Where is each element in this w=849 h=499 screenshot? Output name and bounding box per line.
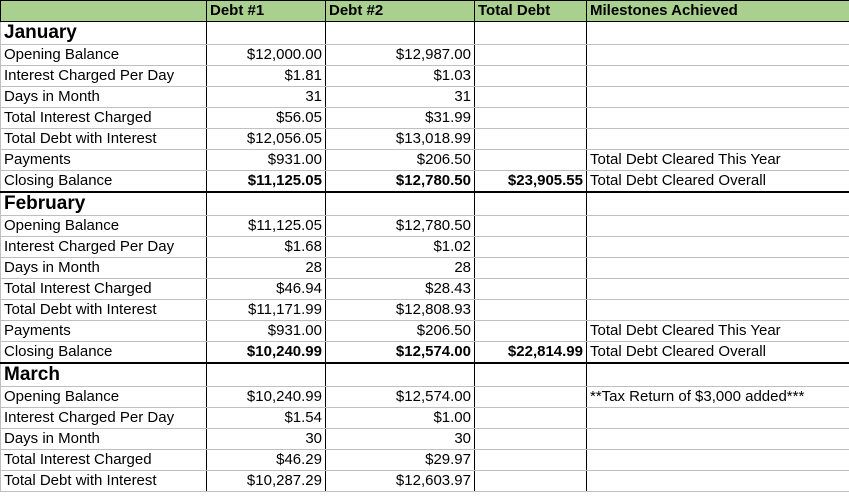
total-debt-cell[interactable]	[475, 279, 587, 300]
milestone-cell[interactable]	[587, 87, 849, 108]
month-name-cell[interactable]: March	[1, 363, 207, 387]
milestone-cell[interactable]	[587, 408, 849, 429]
debt1-cell[interactable]: 31	[207, 87, 326, 108]
row-label-cell[interactable]: Opening Balance	[1, 45, 207, 66]
total-debt-cell[interactable]	[475, 108, 587, 129]
milestone-cell[interactable]: Total Debt Cleared Overall	[587, 171, 849, 193]
cell[interactable]	[207, 363, 326, 387]
debt1-cell[interactable]: $12,000.00	[207, 45, 326, 66]
milestone-cell[interactable]	[587, 108, 849, 129]
milestone-cell[interactable]: Total Debt Cleared This Year	[587, 321, 849, 342]
debt2-cell[interactable]: 30	[326, 429, 475, 450]
cell[interactable]	[475, 363, 587, 387]
debt2-cell[interactable]: $1.02	[326, 237, 475, 258]
total-debt-cell[interactable]	[475, 321, 587, 342]
debt2-cell[interactable]: 31	[326, 87, 475, 108]
cell[interactable]	[587, 363, 849, 387]
debt2-cell[interactable]: $12,574.00	[326, 342, 475, 364]
cell[interactable]	[475, 22, 587, 45]
debt1-cell[interactable]: $11,125.05	[207, 171, 326, 193]
total-debt-cell[interactable]	[475, 45, 587, 66]
debt1-cell[interactable]: $12,056.05	[207, 129, 326, 150]
table-row	[1, 216, 849, 237]
table-row	[1, 429, 849, 450]
month-name-cell[interactable]: February	[1, 192, 207, 216]
debt1-cell[interactable]: $10,240.99	[207, 387, 326, 408]
table-row	[1, 387, 849, 408]
total-debt-cell[interactable]	[475, 471, 587, 492]
total-debt-cell[interactable]	[475, 450, 587, 471]
table-row	[1, 471, 849, 492]
milestone-cell[interactable]	[587, 471, 849, 492]
header-cell-total[interactable]: Total Debt	[475, 1, 587, 22]
total-debt-cell[interactable]	[475, 300, 587, 321]
debt1-cell[interactable]: $931.00	[207, 321, 326, 342]
table-row	[1, 258, 849, 279]
total-debt-cell[interactable]	[475, 129, 587, 150]
total-debt-cell[interactable]: $23,905.55	[475, 171, 587, 193]
debt2-cell[interactable]: 28	[326, 258, 475, 279]
row-label-cell[interactable]: Days in Month	[1, 429, 207, 450]
debt1-cell[interactable]: $46.29	[207, 450, 326, 471]
cell[interactable]	[207, 22, 326, 45]
cell[interactable]	[326, 363, 475, 387]
header-cell-debt1[interactable]: Debt #1	[207, 1, 326, 22]
row-label-cell[interactable]: Payments	[1, 321, 207, 342]
cell[interactable]	[207, 192, 326, 216]
header-cell-label[interactable]	[1, 1, 207, 22]
header-cell-milestones[interactable]: Milestones Achieved	[587, 1, 849, 22]
row-label-cell[interactable]: Total Interest Charged	[1, 108, 207, 129]
debt1-cell[interactable]: $56.05	[207, 108, 326, 129]
debt1-cell[interactable]: $46.94	[207, 279, 326, 300]
debt1-cell[interactable]: $1.54	[207, 408, 326, 429]
table-row	[1, 450, 849, 471]
table-row	[1, 408, 849, 429]
header-cell-debt2[interactable]: Debt #2	[326, 1, 475, 22]
row-label-cell[interactable]: Total Interest Charged	[1, 450, 207, 471]
table-row	[1, 300, 849, 321]
milestone-cell[interactable]	[587, 237, 849, 258]
total-debt-cell[interactable]	[475, 408, 587, 429]
cell[interactable]	[587, 22, 849, 45]
debt1-cell[interactable]: $11,171.99	[207, 300, 326, 321]
milestone-cell[interactable]: **Tax Return of $3,000 added***	[587, 387, 849, 408]
row-label-cell[interactable]: Interest Charged Per Day	[1, 408, 207, 429]
month-header-row	[1, 363, 849, 387]
row-label-cell[interactable]: Interest Charged Per Day	[1, 237, 207, 258]
debt1-cell[interactable]: $10,287.29	[207, 471, 326, 492]
debt1-cell[interactable]: 28	[207, 258, 326, 279]
total-debt-cell[interactable]	[475, 150, 587, 171]
month-header-row	[1, 22, 849, 45]
debt1-cell[interactable]: $1.68	[207, 237, 326, 258]
milestone-cell[interactable]: Total Debt Cleared Overall	[587, 342, 849, 364]
row-label-cell[interactable]: Total Debt with Interest	[1, 129, 207, 150]
row-label-cell[interactable]: Days in Month	[1, 258, 207, 279]
row-label-cell[interactable]: Opening Balance	[1, 387, 207, 408]
debt2-cell[interactable]: $12,603.97	[326, 471, 475, 492]
debt2-cell[interactable]: $206.50	[326, 321, 475, 342]
total-debt-cell[interactable]	[475, 258, 587, 279]
debt2-cell[interactable]: $12,780.50	[326, 216, 475, 237]
debt2-cell[interactable]: $12,780.50	[326, 171, 475, 193]
debt1-cell[interactable]: $11,125.05	[207, 216, 326, 237]
sheet-body	[1, 1, 849, 492]
header-row	[1, 1, 849, 22]
debt2-cell[interactable]: $31.99	[326, 108, 475, 129]
milestone-cell[interactable]	[587, 129, 849, 150]
cell[interactable]	[326, 192, 475, 216]
total-debt-cell[interactable]	[475, 87, 587, 108]
row-label-cell[interactable]: Total Debt with Interest	[1, 300, 207, 321]
debt2-cell[interactable]: $12,574.00	[326, 387, 475, 408]
milestone-cell[interactable]	[587, 279, 849, 300]
total-debt-cell[interactable]	[475, 237, 587, 258]
total-debt-cell[interactable]	[475, 387, 587, 408]
milestone-cell[interactable]	[587, 66, 849, 87]
table-row	[1, 321, 849, 342]
total-debt-cell[interactable]	[475, 216, 587, 237]
row-label-cell[interactable]: Total Debt with Interest	[1, 471, 207, 492]
debt2-cell[interactable]: $1.00	[326, 408, 475, 429]
debt2-cell[interactable]: $13,018.99	[326, 129, 475, 150]
debt2-cell[interactable]: $206.50	[326, 150, 475, 171]
table-row	[1, 342, 849, 364]
table-row	[1, 108, 849, 129]
cell[interactable]	[475, 192, 587, 216]
row-label-cell[interactable]: Interest Charged Per Day	[1, 66, 207, 87]
milestone-cell[interactable]	[587, 429, 849, 450]
milestone-cell[interactable]: Total Debt Cleared This Year	[587, 150, 849, 171]
month-name-cell[interactable]: January	[1, 22, 207, 45]
total-debt-cell[interactable]	[475, 429, 587, 450]
row-label-cell[interactable]: Opening Balance	[1, 216, 207, 237]
debt1-cell[interactable]: $1.81	[207, 66, 326, 87]
milestone-cell[interactable]	[587, 45, 849, 66]
milestone-cell[interactable]	[587, 450, 849, 471]
table-row	[1, 66, 849, 87]
table-row	[1, 279, 849, 300]
debt1-cell[interactable]: 30	[207, 429, 326, 450]
row-label-cell[interactable]: Closing Balance	[1, 342, 207, 364]
cell[interactable]	[326, 22, 475, 45]
debt1-cell[interactable]: $10,240.99	[207, 342, 326, 364]
debt2-cell[interactable]: $12,987.00	[326, 45, 475, 66]
table-row	[1, 87, 849, 108]
total-debt-cell[interactable]: $22,814.99	[475, 342, 587, 364]
row-label-cell[interactable]: Closing Balance	[1, 171, 207, 193]
debt2-cell[interactable]: $28.43	[326, 279, 475, 300]
milestone-cell[interactable]	[587, 216, 849, 237]
table-row	[1, 237, 849, 258]
table-row	[1, 150, 849, 171]
row-label-cell[interactable]: Total Interest Charged	[1, 279, 207, 300]
row-label-cell[interactable]: Days in Month	[1, 87, 207, 108]
debt2-cell[interactable]: $29.97	[326, 450, 475, 471]
month-header-row	[1, 192, 849, 216]
table-row	[1, 129, 849, 150]
cell[interactable]	[587, 192, 849, 216]
debt2-cell[interactable]: $1.03	[326, 66, 475, 87]
total-debt-cell[interactable]	[475, 66, 587, 87]
milestone-cell[interactable]	[587, 300, 849, 321]
table-row	[1, 45, 849, 66]
milestone-cell[interactable]	[587, 258, 849, 279]
table-row	[1, 171, 849, 193]
debt1-cell[interactable]: $931.00	[207, 150, 326, 171]
row-label-cell[interactable]: Payments	[1, 150, 207, 171]
debt2-cell[interactable]: $12,808.93	[326, 300, 475, 321]
